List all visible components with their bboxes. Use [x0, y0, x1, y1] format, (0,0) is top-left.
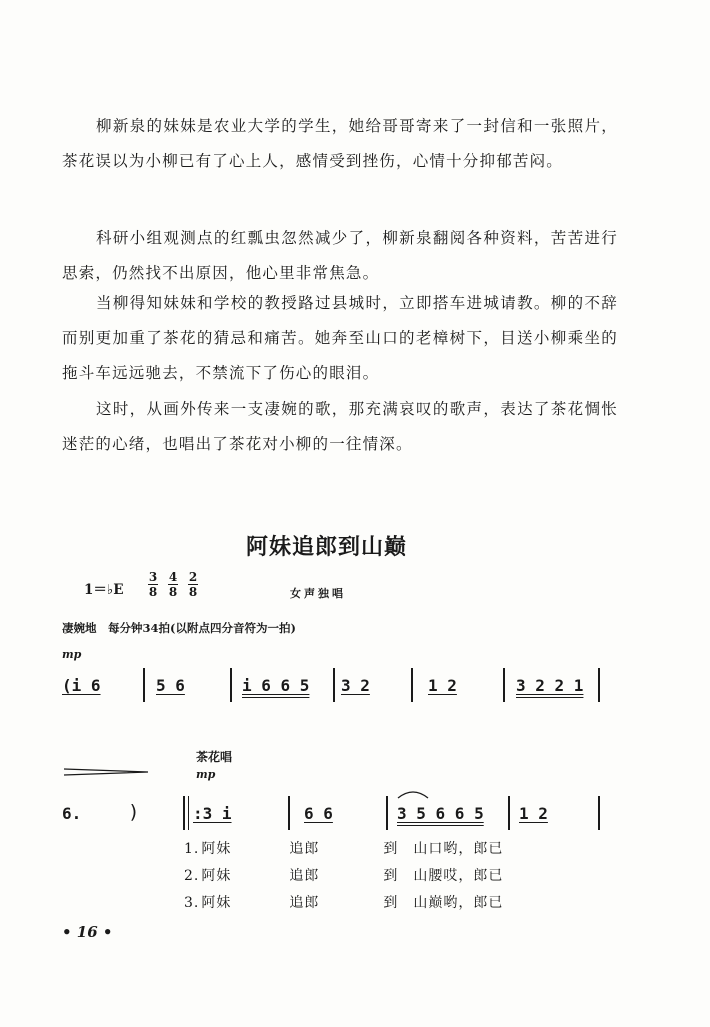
close-paren: )	[128, 801, 140, 823]
verse-2: 2. 阿妹 追郎 到 山腰哎，郎已	[184, 868, 504, 884]
barline	[508, 796, 510, 830]
measure-3: i 6 6 5	[242, 676, 310, 695]
measure-6: 3 2 2 1	[516, 676, 584, 695]
measure-2: 5 6	[156, 676, 185, 695]
measure-10: 3 5 6 6 5	[397, 804, 484, 823]
barline	[230, 668, 232, 702]
barline	[411, 668, 413, 702]
measure-5: 1 2	[428, 676, 457, 695]
barline	[143, 668, 145, 702]
dynamic-mark: mp	[62, 648, 82, 661]
barline	[333, 668, 335, 702]
song-title: 阿妹追郎到山巅	[246, 534, 408, 560]
barline	[598, 668, 600, 702]
measure-1: (i 6	[62, 676, 101, 695]
measure-9: 6 6	[304, 804, 333, 823]
verse-3: 3. 阿妹 追郎 到 山巅哟，郎已	[184, 895, 504, 911]
singer-label: 茶花唱	[196, 750, 233, 764]
meter-2-8: $\frac{2}{8}$	[188, 570, 198, 599]
decrescendo-hairpin	[62, 766, 152, 778]
paragraph-2: 科研小组观测点的红瓢虫忽然减少了，柳新泉翻阅各种资料，苦苦进行思索，仍然找不出原因，他心里非常焦急。	[62, 229, 618, 282]
key-signature: 1＝♭E	[84, 582, 124, 598]
slur-arc	[396, 788, 430, 800]
verse-1: 1. 阿妹 追郎 到 山口哟，郎已	[184, 841, 504, 857]
repeat-thick-bar	[183, 796, 185, 830]
dynamic-mark-2: mp	[196, 768, 216, 781]
meter-3-8: $\frac{3}{8}$	[148, 570, 158, 599]
paragraph-3: 当柳得知妹妹和学校的教授路过县城时，立即搭车进城请教。柳的不辞而别更加重了茶花的猜忌和痛苦。她奔至山口的老樟树下，目送小柳乘坐的拖斗车远远驰去，不禁流下了伤心的眼泪。	[62, 294, 618, 382]
measure-7: 6.	[62, 804, 82, 823]
paragraph-4: 这时，从画外传来一支凄婉的歌，那充满哀叹的歌声，表达了茶花惆怅迷茫的心绪，也唱出了茶花对小柳的一往情深。	[62, 400, 618, 453]
time-signatures	[148, 571, 198, 598]
measure-4: 3 2	[341, 676, 370, 695]
barline	[386, 796, 388, 830]
measure-11: 1 2	[519, 804, 548, 823]
barline	[503, 668, 505, 702]
meter-4-8: $\frac{4}{8}$	[168, 570, 178, 599]
paragraph-1: 柳新泉的妹妹是农业大学的学生，她给哥哥寄来了一封信和一张照片，茶花误以为小柳已有了心上人，感情受到挫伤，心情十分抑郁苦闷。	[62, 117, 618, 170]
barline	[288, 796, 290, 830]
page-number: • 16 •	[62, 923, 113, 941]
measure-8: :3 i	[193, 804, 232, 823]
repeat-thin-bar	[188, 796, 189, 830]
barline	[598, 796, 600, 830]
tempo-marking: 凄婉地 每分钟34拍(以附点四分音符为一拍)	[62, 621, 296, 635]
performance-type: 女声独唱	[290, 587, 346, 600]
